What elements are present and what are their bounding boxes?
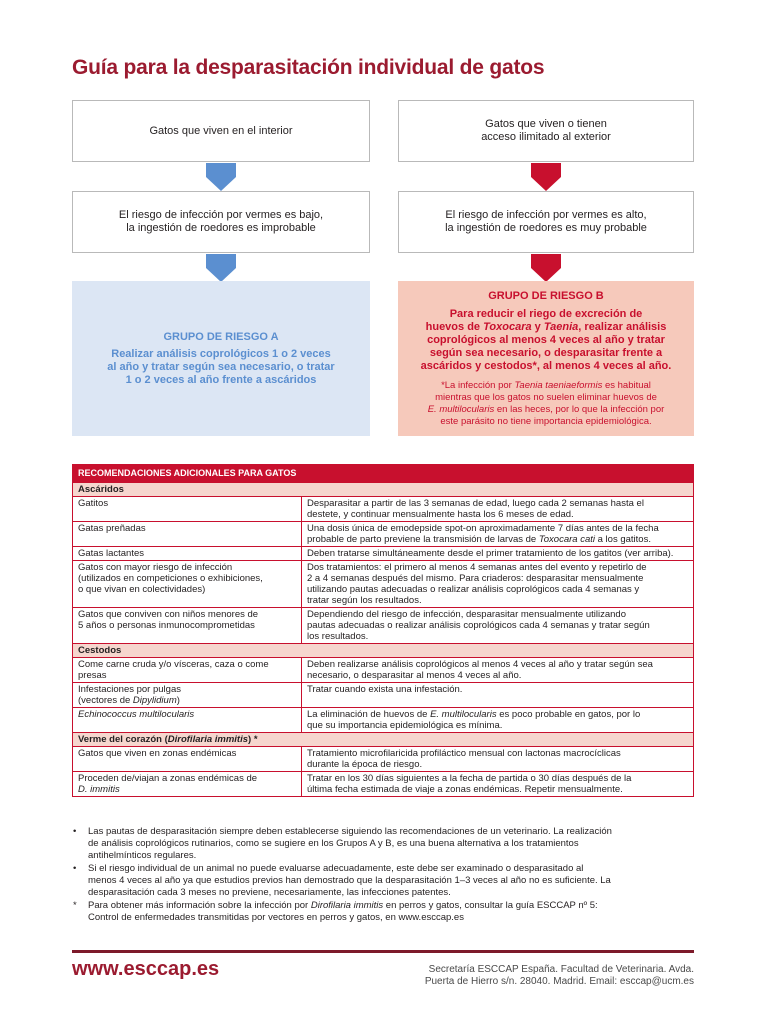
table-cell: Gatas lactantes bbox=[73, 547, 302, 561]
arrow-down-icon bbox=[531, 163, 561, 191]
outdoor-cats-box bbox=[398, 100, 694, 162]
table-row bbox=[73, 658, 694, 683]
table-row bbox=[73, 747, 694, 772]
risk-group-a-body: Realizar análisis coprológicos 1 o 2 veces al año y tratar según sea necesario, o tratar 1 o 2 veces al año frente a ascáridos bbox=[107, 348, 335, 386]
risk-group-b-panel bbox=[398, 281, 694, 436]
table-cell: Gatos que conviven con niños menores de 5 años o personas inmunocomprometidas bbox=[73, 608, 302, 644]
high-risk-label: El riesgo de infección por vermes es alto, la ingestión de roedores es muy probable bbox=[445, 209, 647, 234]
table-cell: Desparasitar a partir de las 3 semanas de edad, luego cada 2 semanas hasta el destete, y continuar mensualmente hasta los 6 meses de edad. bbox=[302, 497, 694, 522]
footnote-item bbox=[72, 900, 694, 924]
table-row bbox=[73, 561, 694, 608]
page-title: Guía para la desparasitación individual de gatos bbox=[72, 56, 545, 79]
website-link[interactable]: www.esccap.es bbox=[72, 958, 220, 980]
outdoor-cats-label: Gatos que viven o tienen acceso ilimitado al exterior bbox=[481, 118, 611, 143]
indoor-cats-box bbox=[72, 100, 370, 162]
footnote-text: Para obtener más información sobre la infección por Dirofilaria immitis en perros y gatos, consultar la guía ESCCAP nº 5: Control de enfermedades transmitidas por vectores en perros y gatos, en www.esccap.es bbox=[88, 900, 598, 923]
risk-group-b-body: Para reducir el riego de excreción de huevos de Toxocara y Taenia, realizar análisis coprológicos al menos 4 veces al año y tratar según sea necesario, o desparasitar frente a ascáridos y cestodos*, al menos 4 veces al año. bbox=[420, 308, 672, 372]
table-cell: Tratar en los 30 días siguientes a la fecha de partida o 30 días después de la última fecha estimada de viaje a zonas endémicas. Repetir mensualmente. bbox=[302, 772, 694, 797]
table-cell: Tratamiento microfilaricida profiláctico mensual con lactonas macrocíclicas durante la época de riesgo. bbox=[302, 747, 694, 772]
table-cell: Echinococcus multilocularis bbox=[73, 708, 302, 733]
bullet-icon: • bbox=[73, 863, 77, 874]
risk-group-b-title: GRUPO DE RIESGO B bbox=[488, 290, 604, 302]
asterisk-icon: * bbox=[73, 900, 77, 911]
footer-divider bbox=[72, 950, 694, 953]
table-row bbox=[73, 497, 694, 522]
risk-group-a-panel bbox=[72, 281, 370, 436]
table-cell: La eliminación de huevos de E. multilocularis es poco probable en gatos, por lo que su importancia epidemiológica es mínima. bbox=[302, 708, 694, 733]
bullet-icon: • bbox=[73, 826, 77, 837]
footnote-text: Si el riesgo individual de un animal no puede evaluarse adecuadamente, este debe ser examinado o desparasitado al menos 4 veces al año ya que estudios previos han demostrado que la desparasitación 1–3 veces al año no es suficiente. La desparasitación cada 3 meses no previene, necesariamente, las infecciones patentes. bbox=[88, 863, 611, 898]
low-risk-box bbox=[72, 191, 370, 253]
table-cell: Una dosis única de emodepside spot-on aproximadamente 7 días antes de la fecha probable de parto previene la transmisión de larvas de Toxocara cati a los gatitos. bbox=[302, 522, 694, 547]
table-section-row bbox=[73, 483, 694, 497]
table-row bbox=[73, 547, 694, 561]
table-row bbox=[73, 608, 694, 644]
arrow-down-icon bbox=[206, 254, 236, 282]
table-cell: Gatos con mayor riesgo de infección (utilizados en competiciones o exhibiciones, o que vivan en colectividades) bbox=[73, 561, 302, 608]
table-cell: Come carne cruda y/o vísceras, caza o come presas bbox=[73, 658, 302, 683]
indoor-cats-label: Gatos que viven en el interior bbox=[149, 124, 293, 137]
table-cell: Deben tratarse simultáneamente desde el primer tratamiento de los gatitos (ver arriba). bbox=[302, 547, 694, 561]
table-header: RECOMENDACIONES ADICIONALES PARA GATOS bbox=[73, 465, 694, 483]
arrow-down-icon bbox=[206, 163, 236, 191]
table-cell: Infestaciones por pulgas (vectores de Dipylidium) bbox=[73, 683, 302, 708]
contact-address: Secretaría ESCCAP España. Facultad de Veterinaria. Avda. Puerta de Hierro s/n. 28040. Madrid. Email: esccap@ucm.es bbox=[424, 964, 694, 987]
table-cell: Proceden de/viajan a zonas endémicas de D. immitis bbox=[73, 772, 302, 797]
table-row bbox=[73, 522, 694, 547]
table-cell: Dos tratamientos: el primero al menos 4 semanas antes del evento y repetirlo de 2 a 4 semanas después del mismo. Para criaderos: desparasitar mensualmente utilizando pautas adecuadas o realizar análisis coprológicos cada 4 semanas y tratar según los resultados. bbox=[302, 561, 694, 608]
table-section-row bbox=[73, 733, 694, 747]
table-section-row bbox=[73, 644, 694, 658]
table-cell: Gatos que viven en zonas endémicas bbox=[73, 747, 302, 772]
low-risk-label: El riesgo de infección por vermes es bajo, la ingestión de roedores es improbable bbox=[118, 209, 324, 234]
risk-group-a-title: GRUPO DE RIESGO A bbox=[163, 331, 279, 343]
recommendations-table bbox=[72, 464, 694, 797]
table-cell: Gatitos bbox=[73, 497, 302, 522]
arrow-down-icon bbox=[531, 254, 561, 282]
risk-group-b-note: *La infección por Taenia taeniaeformis es habitual mientras que los gatos no suelen eliminar huevos de E. multilocularis en las heces, por lo que la infección por este parásito no tiene importancia epidemiológica. bbox=[427, 380, 665, 427]
table-cell: Dependiendo del riesgo de infección, desparasitar mensualmente utilizando pautas adecuadas o realizar análisis coprológicos cada 4 semanas y tratar según los resultados. bbox=[302, 608, 694, 644]
section-cestodos: Cestodos bbox=[73, 644, 694, 658]
section-ascaridos: Ascáridos bbox=[73, 483, 694, 497]
footnotes bbox=[72, 826, 694, 925]
table-row bbox=[73, 772, 694, 797]
table-cell: Tratar cuando exista una infestación. bbox=[302, 683, 694, 708]
high-risk-box bbox=[398, 191, 694, 253]
table-cell: Gatas preñadas bbox=[73, 522, 302, 547]
table-row bbox=[73, 683, 694, 708]
table-row bbox=[73, 708, 694, 733]
footnote-text: Las pautas de desparasitación siempre deben establecerse siguiendo las recomendaciones de un veterinario. La realización de análisis coprológicos rutinarios, como se sugiere en los Grupos A y B, es una buena alternativa a los tratamientos antihelmínticos regulares. bbox=[88, 826, 612, 861]
footnote-item bbox=[72, 826, 694, 862]
section-heartworm: Verme del corazón (Dirofilaria immitis) * bbox=[73, 733, 694, 747]
table-header-row bbox=[73, 465, 694, 483]
table-cell: Deben realizarse análisis coprológicos al menos 4 veces al año y tratar según sea necesario, o desparasitar al menos 4 veces al año. bbox=[302, 658, 694, 683]
footnote-item bbox=[72, 863, 694, 899]
